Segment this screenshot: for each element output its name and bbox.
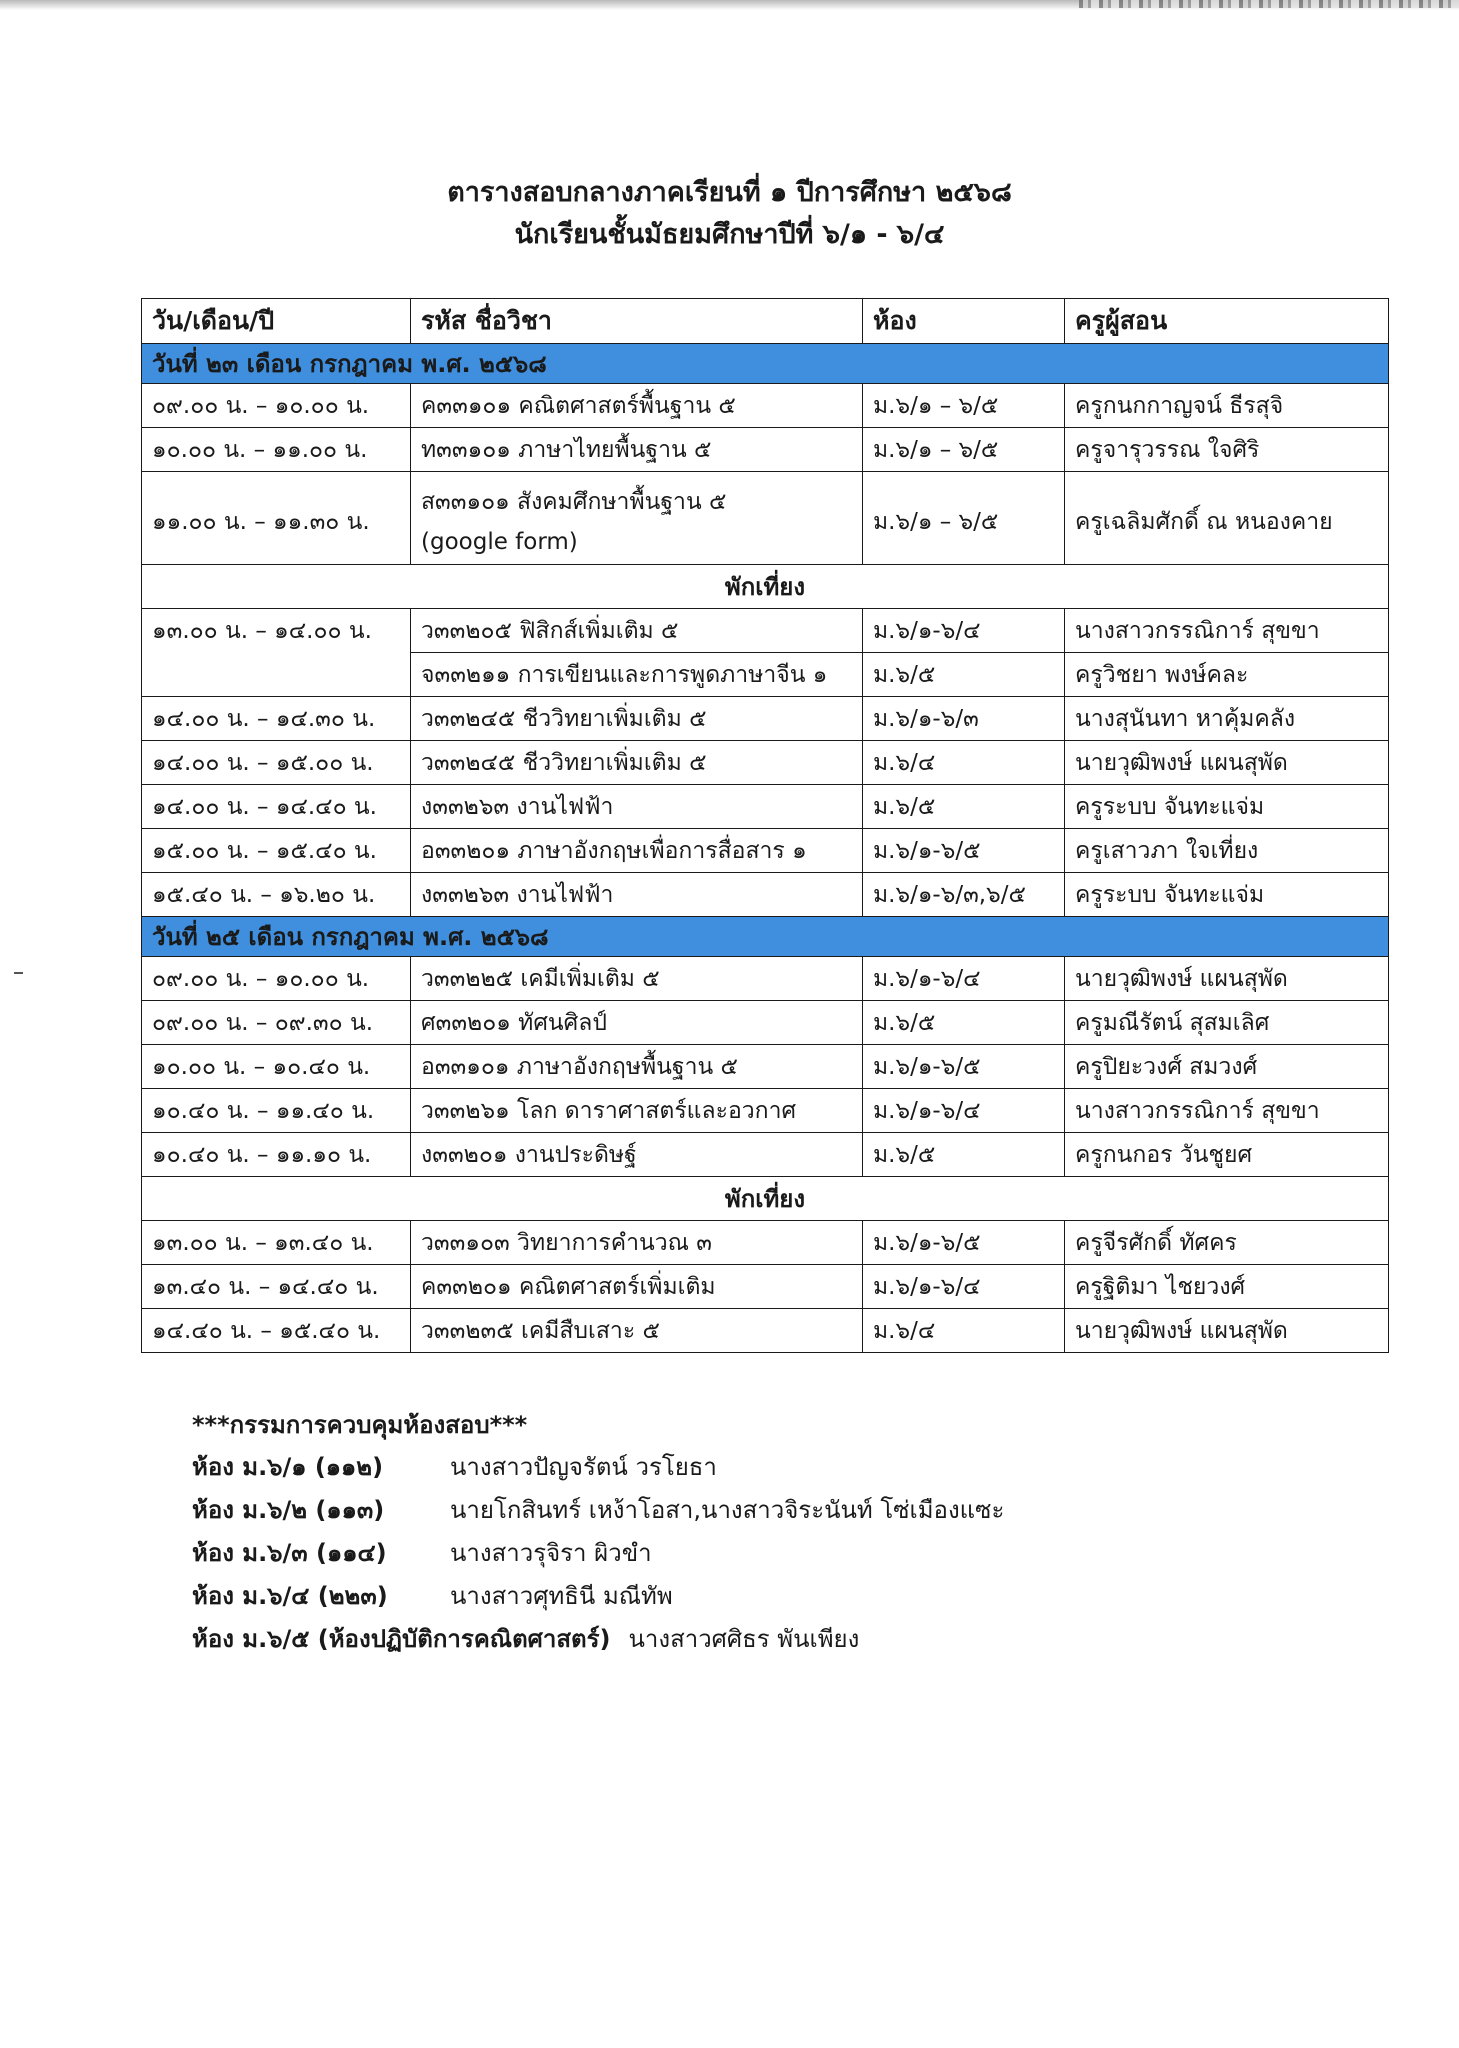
cell-time xyxy=(142,653,411,697)
cell-room: ม.๖/๑-๖/๔ xyxy=(863,957,1065,1001)
scan-top-right-noise xyxy=(1079,0,1459,8)
cell-room: ม.๖/๑ – ๖/๕ xyxy=(863,384,1065,428)
committee-row xyxy=(192,1618,1004,1661)
cell-time: ๑๔.๐๐ น. – ๑๔.๓๐ น. xyxy=(142,697,411,741)
table-row xyxy=(142,873,1389,917)
table-row xyxy=(142,741,1389,785)
exam-schedule-table xyxy=(141,298,1389,1353)
lunch-break-row-day2 xyxy=(142,1177,1389,1221)
cell-time: ๑๓.๐๐ น. – ๑๔.๐๐ น. xyxy=(142,609,411,653)
cell-time: ๑๓.๔๐ น. – ๑๔.๔๐ น. xyxy=(142,1265,411,1309)
committee-staff: นางสาวศุทธินี มณีทัพ xyxy=(450,1582,673,1610)
table-row xyxy=(142,1309,1389,1353)
cell-teacher: ครูปิยะวงศ์ สมวงศ์ xyxy=(1065,1045,1389,1089)
table-row xyxy=(142,1265,1389,1309)
committee-room: ห้อง ม.๖/๒ (๑๑๓) xyxy=(192,1496,385,1524)
cell-room: ม.๖/๕ xyxy=(863,785,1065,829)
cell-teacher: ครูเฉลิมศักดิ์ ณ หนองคาย xyxy=(1065,472,1389,565)
date-label-day2: วันที่ ๒๕ เดือน กรกฎาคม พ.ศ. ๒๕๖๘ xyxy=(142,917,1389,957)
table-row xyxy=(142,785,1389,829)
cell-teacher: ครูมณีรัตน์ สุสมเลิศ xyxy=(1065,1001,1389,1045)
table-header-row xyxy=(142,299,1389,344)
header-room: ห้อง xyxy=(863,299,1065,344)
cell-time: ๑๓.๐๐ น. – ๑๓.๔๐ น. xyxy=(142,1221,411,1265)
cell-time: ๐๙.๐๐ น. – ๑๐.๐๐ น. xyxy=(142,957,411,1001)
cell-room: ม.๖/๑-๖/๓,๖/๕ xyxy=(863,873,1065,917)
committee-row xyxy=(192,1446,1004,1489)
cell-subject: ว๓๓๒๖๑ โลก ดาราศาสตร์และอวกาศ xyxy=(411,1089,863,1133)
cell-time: ๐๙.๐๐ น. – ๑๐.๐๐ น. xyxy=(142,384,411,428)
cell-time: ๑๕.๐๐ น. – ๑๕.๔๐ น. xyxy=(142,829,411,873)
committee-staff: นางสาวศศิธร พันเพียง xyxy=(628,1625,860,1653)
cell-teacher: ครูวิชยา พงษ์คละ xyxy=(1065,653,1389,697)
cell-subject: ง๓๓๒๖๓ งานไฟฟ้า xyxy=(411,873,863,917)
table-row xyxy=(142,609,1389,653)
cell-subject: ง๓๓๒๐๑ งานประดิษฐ์ xyxy=(411,1133,863,1177)
cell-room: ม.๖/๑ – ๖/๕ xyxy=(863,472,1065,565)
table-row xyxy=(142,1001,1389,1045)
cell-room: ม.๖/๑-๖/๕ xyxy=(863,829,1065,873)
cell-time: ๑๔.๔๐ น. – ๑๕.๔๐ น. xyxy=(142,1309,411,1353)
cell-time: ๑๐.๐๐ น. – ๑๑.๐๐ น. xyxy=(142,428,411,472)
cell-teacher: นายวุฒิพงษ์ แผนสุพัด xyxy=(1065,741,1389,785)
cell-room: ม.๖/๕ xyxy=(863,1133,1065,1177)
cell-time: ๑๔.๐๐ น. – ๑๕.๐๐ น. xyxy=(142,741,411,785)
cell-subject: ท๓๓๑๐๑ ภาษาไทยพื้นฐาน ๕ xyxy=(411,428,863,472)
table-row xyxy=(142,1133,1389,1177)
cell-room: ม.๖/๔ xyxy=(863,741,1065,785)
cell-subject: ว๓๓๑๐๓ วิทยาการคำนวณ ๓ xyxy=(411,1221,863,1265)
cell-room: ม.๖/๔ xyxy=(863,1309,1065,1353)
committee-room: ห้อง ม.๖/๑ (๑๑๒) xyxy=(192,1453,384,1481)
cell-subject: ว๓๓๒๔๕ ชีววิทยาเพิ่มเติม ๕ xyxy=(411,741,863,785)
cell-teacher: ครูกนกกาญจน์ ธีรสุจิ xyxy=(1065,384,1389,428)
subject-note: (google form) xyxy=(421,529,578,555)
cell-teacher: นางสาวกรรณิการ์ สุขขา xyxy=(1065,1089,1389,1133)
cell-teacher: ครูจีรศักดิ์ ทัศคร xyxy=(1065,1221,1389,1265)
cell-teacher: ครูฐิติมา ไชยวงศ์ xyxy=(1065,1265,1389,1309)
cell-time: ๑๐.๔๐ น. – ๑๑.๔๐ น. xyxy=(142,1089,411,1133)
subject-name: ส๓๓๑๐๑ สังคมศึกษาพื้นฐาน ๕ xyxy=(421,489,727,515)
table-row xyxy=(142,1221,1389,1265)
header-subject: รหัส ชื่อวิชา xyxy=(411,299,863,344)
cell-subject: ว๓๓๒๓๕ เคมีสืบเสาะ ๕ xyxy=(411,1309,863,1353)
date-label-day1: วันที่ ๒๓ เดือน กรกฎาคม พ.ศ. ๒๕๖๘ xyxy=(142,344,1389,384)
lunch-break-row-day1 xyxy=(142,565,1389,609)
cell-teacher: ครูจารุวรรณ ใจศิริ xyxy=(1065,428,1389,472)
committee-title: ***กรรมการควบคุมห้องสอบ*** xyxy=(192,1411,528,1439)
cell-subject: ค๓๓๒๐๑ คณิตศาสตร์เพิ่มเติม xyxy=(411,1265,863,1309)
header-date: วัน/เดือน/ปี xyxy=(142,299,411,344)
cell-teacher: ครูระบบ จันทะแจ่ม xyxy=(1065,873,1389,917)
exam-committee-section xyxy=(192,1404,1004,1661)
table-row xyxy=(142,653,1389,697)
cell-room: ม.๖/๑-๖/๔ xyxy=(863,1265,1065,1309)
cell-room: ม.๖/๑ – ๖/๕ xyxy=(863,428,1065,472)
table-row xyxy=(142,957,1389,1001)
cell-time: ๑๐.๔๐ น. – ๑๑.๑๐ น. xyxy=(142,1133,411,1177)
cell-subject: ว๓๓๒๔๕ ชีววิทยาเพิ่มเติม ๕ xyxy=(411,697,863,741)
cell-teacher: นายวุฒิพงษ์ แผนสุพัด xyxy=(1065,957,1389,1001)
header-teacher: ครูผู้สอน xyxy=(1065,299,1389,344)
cell-time: ๑๔.๐๐ น. – ๑๔.๔๐ น. xyxy=(142,785,411,829)
cell-room: ม.๖/๑-๖/๔ xyxy=(863,609,1065,653)
cell-teacher: นายวุฒิพงษ์ แผนสุพัด xyxy=(1065,1309,1389,1353)
cell-teacher: ครูกนกอร วันชูยศ xyxy=(1065,1133,1389,1177)
cell-room: ม.๖/๑-๖/๔ xyxy=(863,1089,1065,1133)
date-band-day1 xyxy=(142,344,1389,384)
date-band-day2 xyxy=(142,917,1389,957)
table-row xyxy=(142,472,1389,565)
stray-mark xyxy=(14,972,23,974)
committee-room: ห้อง ม.๖/๕ (ห้องปฏิบัติการคณิตศาสตร์) xyxy=(192,1625,611,1653)
table-row xyxy=(142,1045,1389,1089)
cell-teacher: ครูเสาวภา ใจเที่ยง xyxy=(1065,829,1389,873)
committee-staff: นางสาวปัญจรัตน์ วรโยธา xyxy=(450,1453,717,1481)
cell-subject xyxy=(411,472,863,565)
cell-room: ม.๖/๑-๖/๕ xyxy=(863,1221,1065,1265)
cell-subject: ศ๓๓๒๐๑ ทัศนศิลป์ xyxy=(411,1001,863,1045)
table-row xyxy=(142,1089,1389,1133)
committee-row xyxy=(192,1532,1004,1575)
cell-room: ม.๖/๕ xyxy=(863,653,1065,697)
cell-subject: ว๓๓๒๐๕ ฟิสิกส์เพิ่มเติม ๕ xyxy=(411,609,863,653)
cell-subject: อ๓๓๑๐๑ ภาษาอังกฤษพื้นฐาน ๕ xyxy=(411,1045,863,1089)
document-titles xyxy=(0,172,1459,256)
committee-staff: นายโกสินทร์ เหง้าโอสา,นางสาวจิระนันท์ โซ่เมืองแซะ xyxy=(450,1496,1005,1524)
cell-time: ๑๐.๐๐ น. – ๑๐.๔๐ น. xyxy=(142,1045,411,1089)
cell-time: ๑๕.๔๐ น. – ๑๖.๒๐ น. xyxy=(142,873,411,917)
cell-subject: ว๓๓๒๒๕ เคมีเพิ่มเติม ๕ xyxy=(411,957,863,1001)
cell-room: ม.๖/๑-๖/๕ xyxy=(863,1045,1065,1089)
table-row xyxy=(142,428,1389,472)
cell-teacher: นางสาวกรรณิการ์ สุขขา xyxy=(1065,609,1389,653)
committee-room: ห้อง ม.๖/๓ (๑๑๔) xyxy=(192,1539,387,1567)
committee-room: ห้อง ม.๖/๔ (๒๒๓) xyxy=(192,1582,388,1610)
cell-teacher: นางสุนันทา หาคุ้มคลัง xyxy=(1065,697,1389,741)
lunch-break-label: พักเที่ยง xyxy=(142,1177,1389,1221)
lunch-break-label: พักเที่ยง xyxy=(142,565,1389,609)
title-line-2: นักเรียนชั้นมัธยมศึกษาปีที่ ๖/๑ - ๖/๔ xyxy=(514,219,945,250)
committee-staff: นางสาวรุจิรา ผิวขำ xyxy=(450,1539,652,1567)
cell-subject: ค๓๓๑๐๑ คณิตศาสตร์พื้นฐาน ๕ xyxy=(411,384,863,428)
table-row xyxy=(142,697,1389,741)
cell-subject: จ๓๓๒๑๑ การเขียนและการพูดภาษาจีน ๑ xyxy=(411,653,863,697)
table-row xyxy=(142,829,1389,873)
committee-row xyxy=(192,1489,1004,1532)
cell-time: ๑๑.๐๐ น. – ๑๑.๓๐ น. xyxy=(142,472,411,565)
cell-time: ๐๙.๐๐ น. – ๐๙.๓๐ น. xyxy=(142,1001,411,1045)
cell-teacher: ครูระบบ จันทะแจ่ม xyxy=(1065,785,1389,829)
cell-room: ม.๖/๕ xyxy=(863,1001,1065,1045)
cell-subject: ง๓๓๒๖๓ งานไฟฟ้า xyxy=(411,785,863,829)
title-line-1: ตารางสอบกลางภาคเรียนที่ ๑ ปีการศึกษา ๒๕๖๘ xyxy=(447,177,1012,208)
table-row xyxy=(142,384,1389,428)
committee-row xyxy=(192,1575,1004,1618)
cell-room: ม.๖/๑-๖/๓ xyxy=(863,697,1065,741)
cell-subject: อ๓๓๒๐๑ ภาษาอังกฤษเพื่อการสื่อสาร ๑ xyxy=(411,829,863,873)
